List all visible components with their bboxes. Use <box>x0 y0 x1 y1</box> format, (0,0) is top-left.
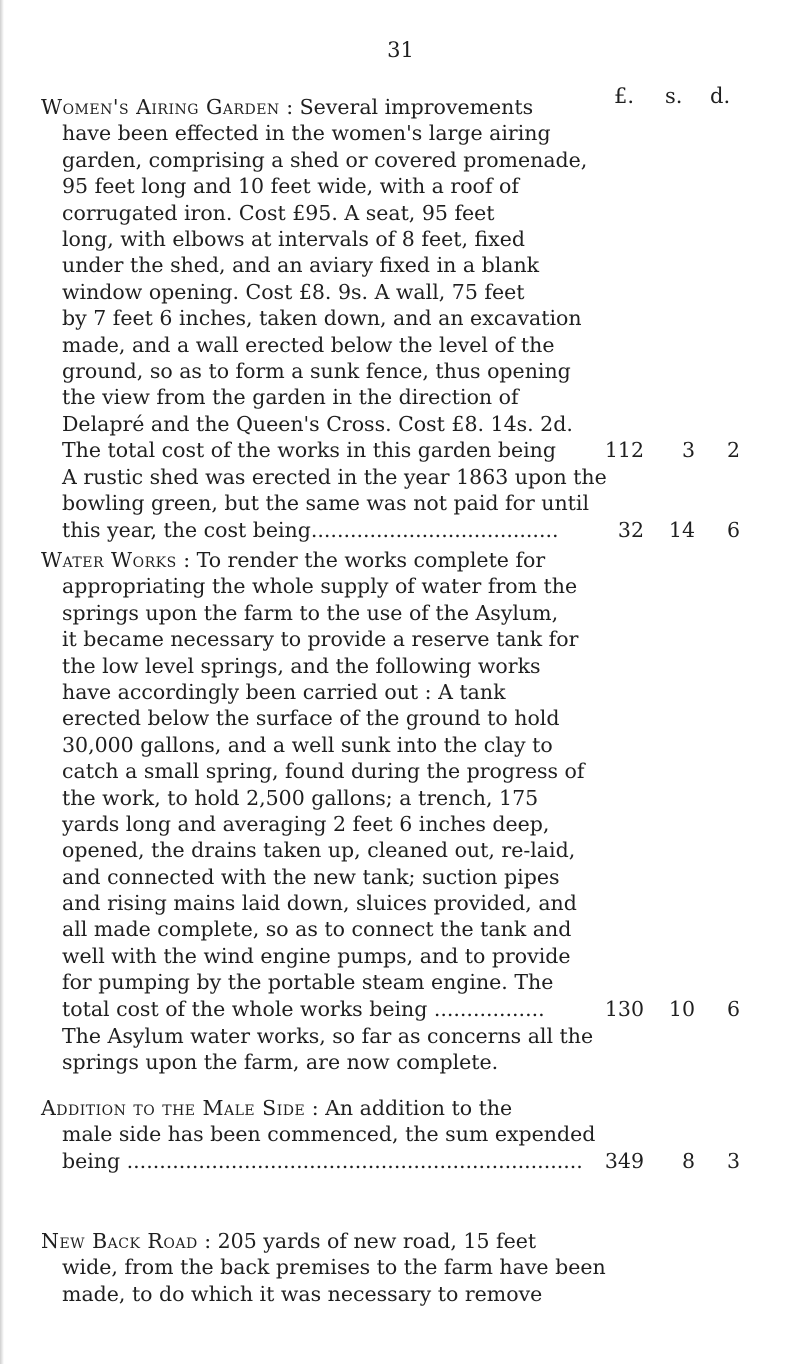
entry-line <box>0 732 801 758</box>
amount-pence: 2 <box>726 438 740 463</box>
entry-text: and rising mains laid down, sluices provided, and <box>62 891 577 916</box>
amount-shillings: 3 <box>681 438 695 463</box>
amount-shillings: 8 <box>681 1148 695 1173</box>
entry-line <box>0 837 801 863</box>
entry-line <box>0 811 801 837</box>
entry-line <box>0 1228 801 1254</box>
entry-line <box>0 943 801 969</box>
amount-pounds: 32 <box>617 517 644 542</box>
entry-text: erected below the surface of the ground to hold <box>62 706 560 731</box>
entry-text: : Several improvements <box>279 95 534 119</box>
entry-line <box>0 1281 801 1307</box>
entry-line <box>0 758 801 784</box>
entry-line <box>0 332 801 358</box>
entry-text: catch a small spring, found during the progress of <box>62 759 585 784</box>
amount-shillings: 10 <box>668 996 695 1021</box>
entry-line <box>0 120 801 146</box>
entry-heading: Water Works <box>41 548 177 572</box>
entry-line <box>0 147 801 173</box>
entry-line <box>0 864 801 890</box>
asylum-note-entry <box>0 1023 801 1076</box>
entry-text: Delapré and the Queen's Cross. Cost £8. 14s. 2d. <box>62 411 573 436</box>
pence-header: d. <box>710 84 731 108</box>
entry-text: springs upon the farm, are now complete. <box>62 1050 499 1075</box>
entry-line <box>0 305 801 331</box>
entry-line <box>0 384 801 410</box>
entry-text: all made complete, so as to connect the tank and <box>62 917 572 942</box>
entry-line <box>0 173 801 199</box>
entry-line <box>0 94 801 120</box>
water-works-entry <box>0 547 801 1022</box>
entry-line <box>0 653 801 679</box>
entry-line <box>0 490 801 516</box>
entry-text: appropriating the whole supply of water from the <box>62 574 578 599</box>
entry-line <box>0 1095 801 1121</box>
entry-line <box>0 600 801 626</box>
entry-text: male side has been commenced, the sum expended <box>62 1122 596 1147</box>
entry-text: A rustic shed was erected in the year 1863 upon the <box>62 465 607 489</box>
entry-line <box>0 517 801 543</box>
page-number: 31 <box>387 38 414 62</box>
entry-line <box>0 969 801 995</box>
entry-line <box>0 411 801 437</box>
entry-text: this year, the cost being...................................... <box>62 517 559 542</box>
entry-text: the low level springs, and the following works <box>62 653 541 678</box>
entry-line <box>0 547 801 573</box>
entry-line <box>0 1023 801 1049</box>
amount-pounds: 349 <box>604 1148 644 1173</box>
womens-garden-entry <box>0 94 801 463</box>
entry-text: the work, to hold 2,500 gallons; a trench, 175 <box>62 785 539 810</box>
amount-pence: 6 <box>726 996 740 1021</box>
male-side-entry <box>0 1095 801 1174</box>
entry-text: have been effected in the women's large airing <box>62 121 551 146</box>
entry-heading: New Back Road <box>41 1229 198 1253</box>
entry-text: total cost of the whole works being ................. <box>62 996 545 1021</box>
entry-text: and connected with the new tank; suction pipes <box>62 864 560 889</box>
pounds-header: £. <box>614 84 635 108</box>
entry-heading: Women's Airing Garden <box>41 95 280 119</box>
entry-line <box>0 1121 801 1147</box>
rustic-shed-entry <box>0 464 801 543</box>
entry-text: The Asylum water works, so far as concerns all the <box>62 1024 594 1048</box>
entry-text: bowling green, but the same was not paid for until <box>62 491 590 516</box>
entry-line <box>0 573 801 599</box>
entry-line <box>0 705 801 731</box>
entry-line <box>0 626 801 652</box>
entry-line <box>0 1049 801 1075</box>
amount-pounds: 130 <box>604 996 644 1021</box>
entry-line <box>0 1254 801 1280</box>
entry-line <box>0 785 801 811</box>
entry-line <box>0 279 801 305</box>
amount-shillings: 14 <box>668 517 695 542</box>
entry-line <box>0 252 801 278</box>
entry-text: the view from the garden in the direction of <box>62 385 519 410</box>
entry-text: made, and a wall erected below the level of the <box>62 332 555 357</box>
entry-text: corrugated iron. Cost £95. A seat, 95 feet <box>62 200 495 225</box>
entry-text: for pumping by the portable steam engine. The <box>62 970 554 995</box>
entry-text: wide, from the back premises to the farm have been <box>62 1255 606 1280</box>
entry-line <box>0 358 801 384</box>
entry-text: have accordingly been carried out : A tank <box>62 679 506 704</box>
entry-heading: Addition to the Male Side <box>41 1096 306 1120</box>
entry-text: being ...................................................................... <box>62 1148 583 1173</box>
entry-text: window opening. Cost £8. 9s. A wall, 75 feet <box>62 279 525 304</box>
entry-text: under the shed, and an aviary fixed in a blank <box>62 253 540 278</box>
entry-text: it became necessary to provide a reserve tank for <box>62 627 579 652</box>
entry-line <box>0 437 801 463</box>
entry-line <box>0 996 801 1022</box>
shillings-header: s. <box>665 84 683 108</box>
entry-text: yards long and averaging 2 feet 6 inches deep, <box>62 811 550 836</box>
entry-text: 30,000 gallons, and a well sunk into the clay to <box>62 732 553 757</box>
amount-pounds: 112 <box>604 438 644 463</box>
entry-text: long, with elbows at intervals of 8 feet, fixed <box>62 226 525 251</box>
entry-line <box>0 890 801 916</box>
entry-text: garden, comprising a shed or covered promenade, <box>62 147 588 172</box>
entry-text: : An addition to the <box>305 1096 513 1120</box>
entry-line <box>0 464 801 490</box>
entry-line <box>0 226 801 252</box>
entry-line <box>0 679 801 705</box>
entry-line <box>0 1148 801 1174</box>
entry-text: ground, so as to form a sunk fence, thus opening <box>62 358 571 383</box>
entry-line <box>0 916 801 942</box>
entry-text: made, to do which it was necessary to remove <box>62 1281 543 1306</box>
entry-text: 95 feet long and 10 feet wide, with a roof of <box>62 174 519 199</box>
back-road-entry <box>0 1228 801 1307</box>
amount-pence: 3 <box>726 1148 740 1173</box>
entry-text: well with the wind engine pumps, and to provide <box>62 943 571 968</box>
entry-text: : To render the works complete for <box>176 548 546 572</box>
entry-text: : 205 yards of new road, 15 feet <box>197 1229 537 1253</box>
entry-text: opened, the drains taken up, cleaned out, re-laid, <box>62 838 576 863</box>
entry-text: by 7 feet 6 inches, taken down, and an excavation <box>62 306 582 331</box>
entry-text: springs upon the farm to the use of the Asylum, <box>62 600 559 625</box>
amount-pence: 6 <box>726 517 740 542</box>
entry-text: The total cost of the works in this garden being <box>62 438 556 463</box>
entry-line <box>0 200 801 226</box>
